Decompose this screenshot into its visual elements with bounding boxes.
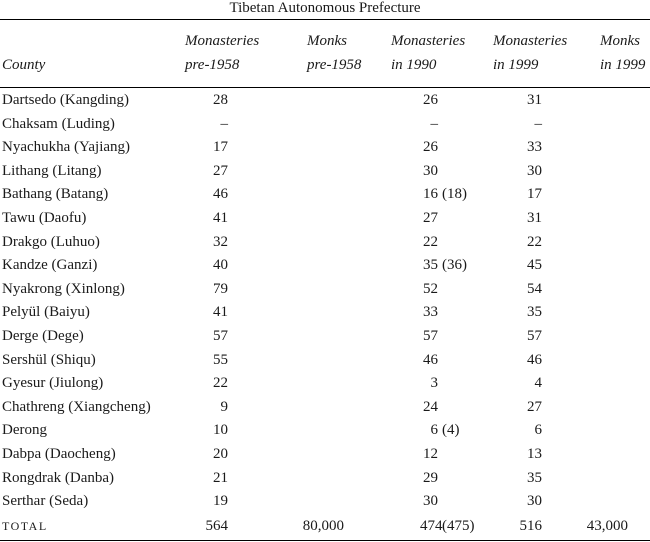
monasteries-1990: – xyxy=(430,115,438,132)
county-name: Tawu (Daofu) xyxy=(2,210,87,226)
table-title: Tibetan Autonomous Prefecture xyxy=(229,0,421,16)
header-county: County xyxy=(2,57,46,73)
total-monasteries-1999: 516 xyxy=(519,518,542,534)
monasteries-1990: 46 xyxy=(423,351,438,368)
monasteries-1999: 17 xyxy=(527,186,542,203)
total-label: TOTAL xyxy=(2,519,48,533)
monasteries-pre1958: 28 xyxy=(213,92,228,108)
header-monasteries-pre1958-line2: pre-1958 xyxy=(185,57,240,73)
monasteries-1990-alt: (4) xyxy=(442,422,460,439)
county-name: Chathreng (Xiangcheng) xyxy=(2,398,151,415)
monasteries-1990: 27 xyxy=(423,210,438,226)
county-name: Kandze (Ganzi) xyxy=(2,257,98,274)
county-name: Nyakrong (Xinlong) xyxy=(2,280,125,297)
monasteries-1990: 29 xyxy=(423,469,438,486)
header-monasteries-1990-line2: in 1990 xyxy=(391,57,437,73)
monasteries-1990: 24 xyxy=(423,398,438,415)
header-monasteries-1999-line2: in 1999 xyxy=(493,57,539,73)
county-name: Derong xyxy=(2,422,47,439)
monasteries-1999: 30 xyxy=(527,162,542,179)
monasteries-1990: 6 xyxy=(430,422,438,439)
county-name: Rongdrak (Danba) xyxy=(2,469,115,486)
monasteries-1999: 46 xyxy=(527,351,542,368)
table-row xyxy=(0,159,650,183)
monasteries-pre1958: 32 xyxy=(213,233,228,250)
monasteries-1990: 33 xyxy=(423,304,438,321)
monasteries-1999: 31 xyxy=(527,92,542,108)
monasteries-1999: 45 xyxy=(527,257,542,274)
county-name: Drakgo (Luhuo) xyxy=(2,233,100,250)
header-monks-1999-line1: Monks xyxy=(600,33,640,49)
monasteries-1999: 35 xyxy=(527,304,542,321)
monasteries-1999: 27 xyxy=(527,398,542,415)
monasteries-1990: 30 xyxy=(423,162,438,179)
table-row xyxy=(0,112,650,136)
monasteries-1990: 35 xyxy=(423,257,438,274)
table-row xyxy=(0,135,650,159)
table-row xyxy=(0,206,650,230)
header-monks-1999-line2: in 1999 xyxy=(600,57,646,73)
monasteries-1999: 4 xyxy=(534,375,542,392)
county-name: Nyachukha (Yajiang) xyxy=(2,139,131,156)
monasteries-1990: 16 xyxy=(423,186,438,203)
top-rule xyxy=(0,19,650,20)
monasteries-pre1958: 27 xyxy=(213,162,228,179)
monasteries-1999: 35 xyxy=(527,469,542,486)
monasteries-1999: 22 xyxy=(527,233,542,250)
monasteries-1990-alt: (36) xyxy=(442,257,467,274)
table-row xyxy=(0,230,650,254)
total-monasteries-1990: 474 xyxy=(420,518,443,534)
monasteries-pre1958: 22 xyxy=(213,375,228,392)
monasteries-pre1958: 79 xyxy=(213,280,228,297)
total-monks-1999: 43,000 xyxy=(586,518,628,534)
monasteries-1990: 26 xyxy=(423,139,438,156)
bottom-rule xyxy=(0,540,650,541)
county-name: Sershül (Shiqu) xyxy=(2,351,96,368)
table-row xyxy=(0,253,650,277)
county-name: Lithang (Litang) xyxy=(2,162,102,179)
monasteries-1990: 52 xyxy=(423,280,438,297)
monasteries-pre1958: 21 xyxy=(213,469,228,486)
table-row xyxy=(0,371,650,395)
table-row xyxy=(0,277,650,301)
monasteries-pre1958: 57 xyxy=(213,328,228,344)
county-name: Derge (Dege) xyxy=(2,328,84,344)
monasteries-1990: 30 xyxy=(423,493,438,510)
county-name: Serthar (Seda) xyxy=(2,493,89,510)
table-row xyxy=(0,182,650,206)
header-monasteries-1999-line1: Monasteries xyxy=(493,33,568,49)
monasteries-1990: 3 xyxy=(430,375,438,392)
table-row xyxy=(0,418,650,442)
monasteries-1990: 12 xyxy=(423,446,438,462)
monasteries-1990: 22 xyxy=(423,233,438,250)
header-monasteries-1990-line1: Monasteries xyxy=(391,33,466,49)
county-name: Gyesur (Jiulong) xyxy=(2,375,104,392)
county-name: Dartsedo (Kangding) xyxy=(2,92,130,108)
total-row xyxy=(0,514,650,538)
monasteries-pre1958: 20 xyxy=(213,446,228,462)
table-row xyxy=(0,324,650,348)
monasteries-pre1958: – xyxy=(220,115,228,132)
table-row xyxy=(0,348,650,372)
monasteries-1999: 54 xyxy=(527,280,542,297)
monasteries-pre1958: 46 xyxy=(213,186,228,203)
total-monasteries-pre1958: 564 xyxy=(205,518,228,534)
monasteries-1999: 57 xyxy=(527,328,542,344)
county-name: Pelyül (Baiyu) xyxy=(2,304,90,321)
total-monks-pre1958: 80,000 xyxy=(302,518,344,534)
table-row xyxy=(0,395,650,419)
monasteries-pre1958: 9 xyxy=(220,398,228,415)
county-name: Chaksam (Luding) xyxy=(2,115,115,132)
monasteries-1999: 6 xyxy=(534,422,542,439)
table-row xyxy=(0,300,650,324)
county-name: Bathang (Batang) xyxy=(2,186,109,203)
table-row xyxy=(0,466,650,490)
table-row xyxy=(0,442,650,466)
monasteries-pre1958: 41 xyxy=(213,304,228,321)
monasteries-1990: 57 xyxy=(423,328,438,344)
monasteries-1990: 26 xyxy=(423,92,438,108)
monasteries-1999: – xyxy=(534,115,542,132)
monasteries-pre1958: 55 xyxy=(213,351,228,368)
header-monks-pre1958-line1: Monks xyxy=(307,33,347,49)
monasteries-1999: 31 xyxy=(527,210,542,226)
monasteries-pre1958: 19 xyxy=(213,493,228,510)
county-name: Dabpa (Daocheng) xyxy=(2,446,116,462)
header-monks-pre1958-line2: pre-1958 xyxy=(307,57,362,73)
monasteries-1999: 30 xyxy=(527,493,542,510)
monasteries-1990-alt: (18) xyxy=(442,186,467,203)
monasteries-pre1958: 17 xyxy=(213,139,228,156)
monasteries-pre1958: 10 xyxy=(213,422,228,439)
monasteries-pre1958: 41 xyxy=(213,210,228,226)
monasteries-1999: 33 xyxy=(527,139,542,156)
monasteries-1999: 13 xyxy=(527,446,542,462)
header-monasteries-pre1958-line1: Monasteries xyxy=(185,33,260,49)
table-row xyxy=(0,88,650,112)
monasteries-pre1958: 40 xyxy=(213,257,228,274)
total-monasteries-1990-alt: (475) xyxy=(442,518,475,534)
table-row xyxy=(0,489,650,513)
